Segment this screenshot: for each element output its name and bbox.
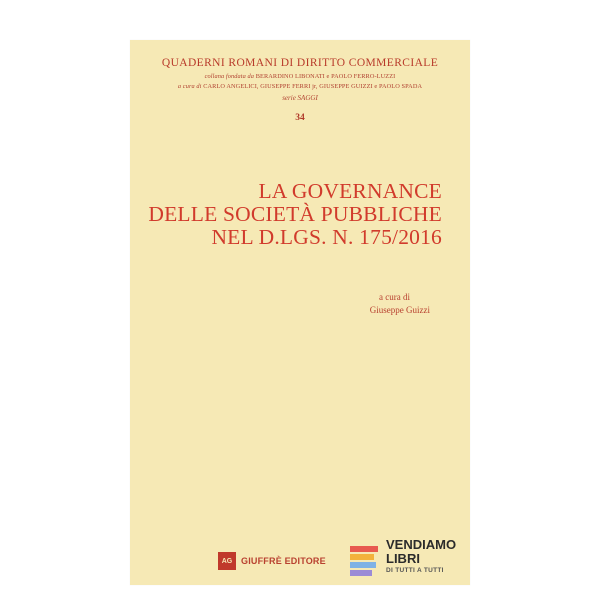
bar-2	[350, 554, 374, 560]
bar-3	[350, 562, 376, 568]
series-title: QUADERNI ROMANI DI DIRITTO COMMERCIALE	[161, 57, 439, 69]
title-line-3: NEL D.LGS. N. 175/2016	[211, 225, 442, 249]
badge-tagline: DI TUTTI A TUTTI	[386, 567, 444, 574]
badge-line-2: LIBRI	[386, 551, 420, 566]
book-cover[interactable]	[130, 40, 470, 585]
badge-line-1: VENDIAMO	[386, 537, 457, 552]
title-line-1: LA GOVERNANCE	[258, 179, 442, 203]
book-title	[148, 180, 442, 249]
title-line-2: DELLE SOCIETÀ PUBBLICHE	[148, 202, 442, 226]
volume-number: 34	[295, 113, 305, 123]
publisher-name: GIUFFRÈ EDITORE	[241, 556, 326, 566]
editor-name: Giuseppe Guizzi	[369, 305, 430, 315]
bar-1	[350, 546, 378, 552]
founded-label: collana fondata da	[204, 73, 255, 80]
series-subtitle: serie SAGGI	[282, 94, 318, 102]
badge-text	[386, 538, 456, 576]
publisher	[218, 550, 326, 572]
vendiamo-libri-badge	[350, 536, 480, 586]
series-editors-line	[130, 83, 470, 90]
series-editors: CARLO ANGELICI, GIUSEPPE FERRI jr, GIUSEPPE GUIZZI e PAOLO SPADA	[203, 83, 423, 90]
founders: BERARDINO LIBONATI e PAOLO FERRO-LUZZI	[255, 73, 396, 80]
editor-label: a cura di	[379, 292, 410, 302]
bar-4	[350, 570, 372, 576]
edited-label: a cura di	[177, 83, 202, 90]
series-founders-line	[130, 73, 470, 80]
books-stack-icon	[350, 546, 378, 580]
publisher-logo-icon: AG	[218, 552, 236, 570]
